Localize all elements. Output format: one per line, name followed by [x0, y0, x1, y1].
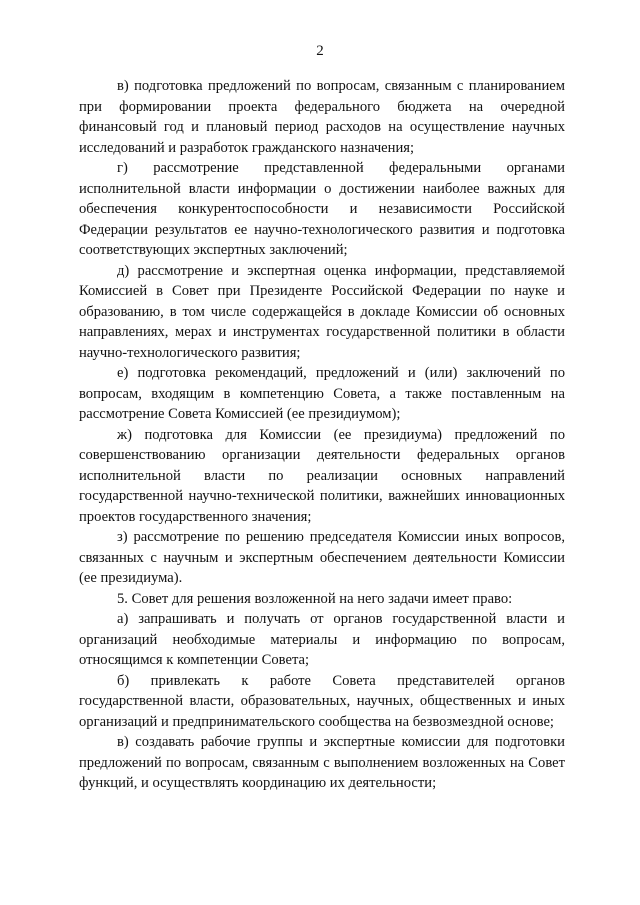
- paragraph-item-z: з) рассмотрение по решению председателя Комиссии иных вопросов, связанных с научным и экспертным обеспечением деятельности Комиссии (ее президиума).: [79, 529, 565, 586]
- paragraph-section-5: 5. Совет для решения возложенной на него задачи имеет право:: [117, 590, 513, 607]
- paragraph-item-a: а) запрашивать и получать от органов государственной власти и организаций необходимые материалы и информацию по вопросам, относящимся к компетенции Совета;: [79, 611, 565, 668]
- document-body: [79, 76, 565, 794]
- paragraph-item-v2: в) создавать рабочие группы и экспертные комиссии для подготовки предложений по вопросам, связанным с выполнением возложенных на Совет функций, и осуществлять координацию их деятельности;: [79, 734, 565, 791]
- page-number: 2: [316, 43, 324, 59]
- paragraph-item-v: в) подготовка предложений по вопросам, связанным с планированием при формировании проекта федерального бюджета на очередной финансовый год и плановый период расходов на осуществление научных исследований и разработок гражданского назначения;: [79, 78, 565, 156]
- paragraph-item-d: д) рассмотрение и экспертная оценка информации, представляемой Комиссией в Совет при Президенте Российской Федерации по науке и образованию, в том числе содержащейся в докладе Комиссии об основных направлениях, мерах и инструментах государственной политики в области научно-технологического развития;: [79, 262, 565, 361]
- paragraph-item-e: е) подготовка рекомендаций, предложений и (или) заключений по вопросам, входящим в компетенцию Совета, а также поставленным на рассмотрение Совета Комиссией (ее президиумом);: [79, 365, 565, 422]
- paragraph-item-g: г) рассмотрение представленной федеральными органами исполнительной власти информации о достижении наиболее важных для обеспечения конкурентоспособности и независимости Российской Федерации результатов ее научно-технологического развития и подготовка соответствующих экспертных заключений;: [79, 160, 565, 258]
- paragraph-item-zh: ж) подготовка для Комиссии (ее президиума) предложений по совершенствованию организации деятельности федеральных органов исполнительной власти по реализации основных направлений государственной научно-технической политики, важнейших инновационных проектов государственного значения;: [79, 426, 565, 525]
- paragraph-item-b: б) привлекать к работе Совета представителей органов государственной власти, образовательных, научных, общественных и иных организаций и предпринимательского сообщества на безвозмездной основе;: [79, 672, 565, 730]
